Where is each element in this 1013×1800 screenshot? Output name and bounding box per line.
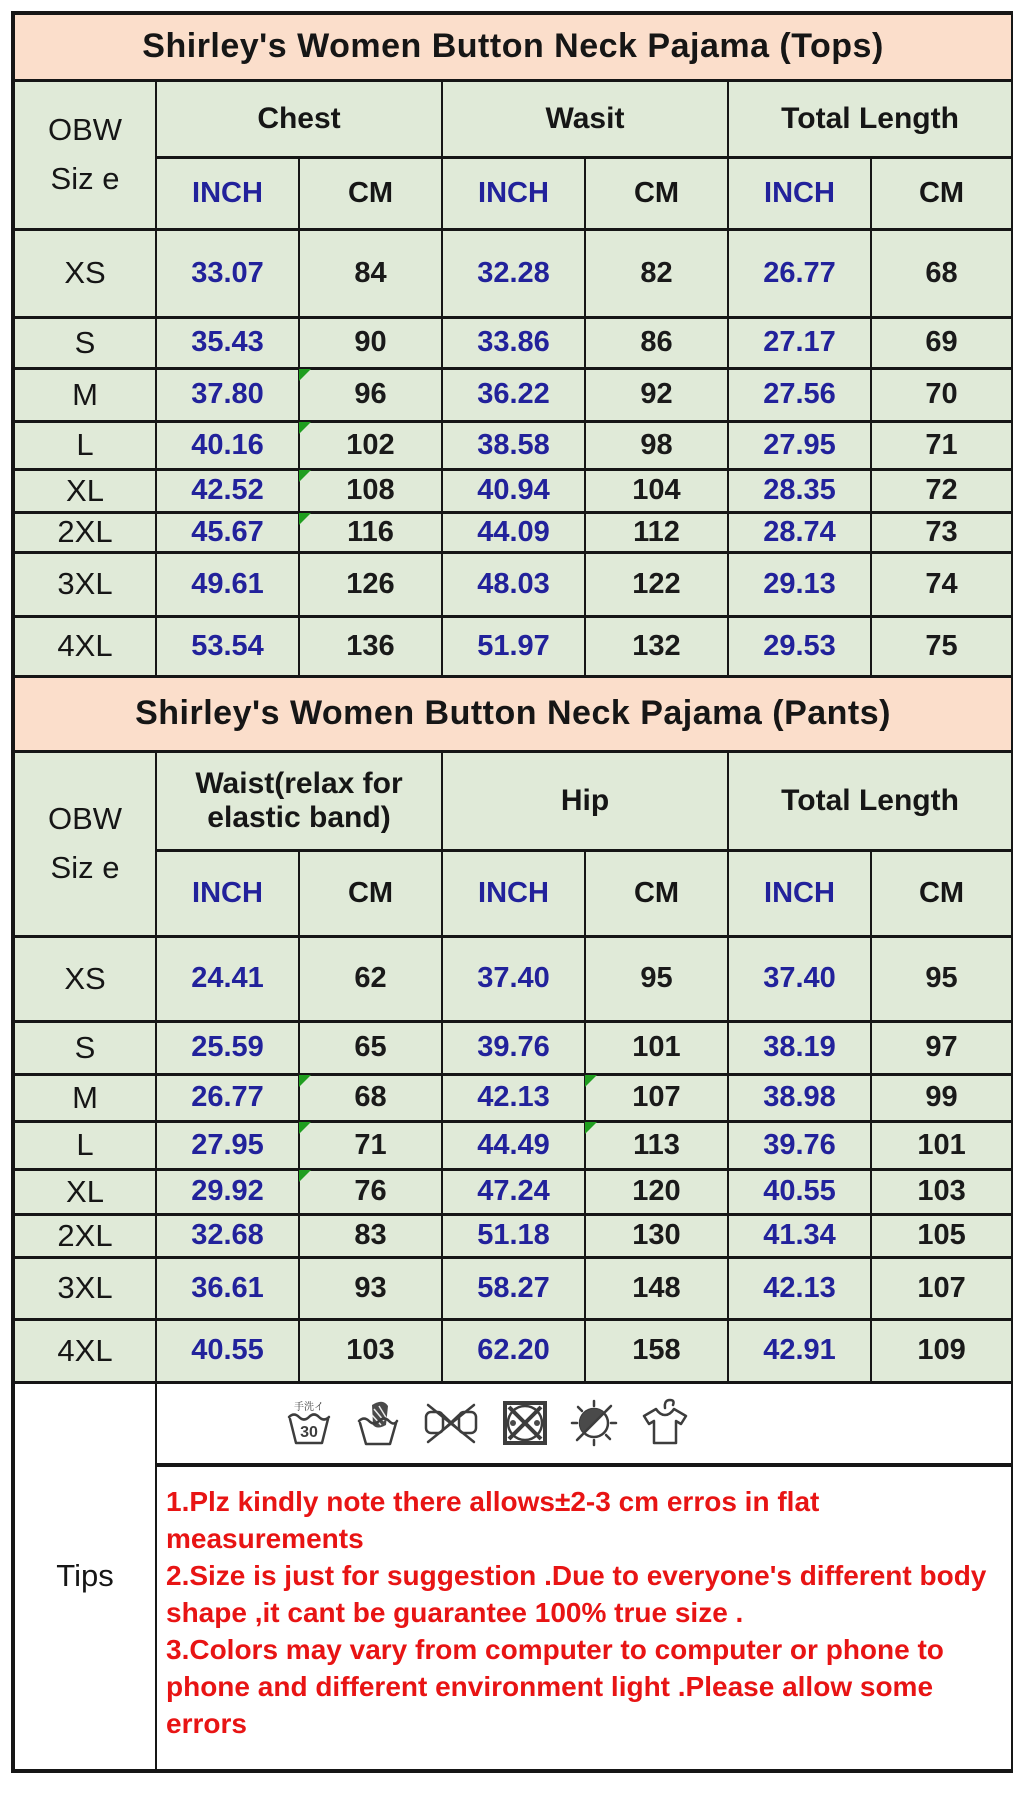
measurement-cell: 29.13	[728, 552, 871, 616]
measurement-cell: 36.22	[442, 368, 585, 421]
measurement-cell: 40.55	[728, 1169, 871, 1214]
unit-header-cm: CM	[585, 157, 728, 229]
tips-text-row	[13, 1465, 1013, 1771]
measurement-cell: 42.52	[156, 469, 299, 512]
measurement-cell: 27.95	[156, 1121, 299, 1169]
measurement-cell: 69	[871, 317, 1013, 368]
measurement-cell: 47.24	[442, 1169, 585, 1214]
measurement-cell: 35.43	[156, 317, 299, 368]
size-label: 2XL	[13, 512, 156, 552]
measurement-cell: 39.76	[442, 1021, 585, 1074]
measurement-cell: 32.68	[156, 1214, 299, 1257]
table-row	[13, 317, 1013, 368]
measurement-cell: 36.61	[156, 1257, 299, 1319]
measurement-cell: 24.41	[156, 936, 299, 1021]
table-row	[13, 1319, 1013, 1382]
care-icons-row	[13, 1382, 1013, 1465]
measurement-cell: 73	[871, 512, 1013, 552]
svg-text:手洗イ: 手洗イ	[294, 1402, 324, 1414]
measurement-cell: 107	[871, 1257, 1013, 1319]
pants-size-corner-header	[13, 751, 156, 936]
measurement-cell: 109	[871, 1319, 1013, 1382]
corner-label-line2: Siz e	[50, 849, 120, 885]
corner-label-line1: OBW	[47, 801, 123, 837]
measurement-cell: 105	[871, 1214, 1013, 1257]
do-not-wring-icon	[420, 1397, 482, 1449]
cell-corner-mark	[299, 1075, 311, 1087]
size-label: S	[13, 1021, 156, 1074]
measurement-cell: 42.13	[728, 1257, 871, 1319]
measurement-cell: 99	[871, 1074, 1013, 1121]
pants-header-hip: Hip	[442, 751, 728, 850]
measurement-cell: 86	[585, 317, 728, 368]
size-label: 3XL	[13, 1257, 156, 1319]
corner-label-line1: OBW	[47, 112, 123, 148]
measurement-cell: 107	[585, 1074, 728, 1121]
measurement-cell: 28.35	[728, 469, 871, 512]
size-label: 4XL	[13, 1319, 156, 1382]
table-row	[13, 936, 1013, 1021]
measurement-cell: 45.67	[156, 512, 299, 552]
measurement-cell: 38.19	[728, 1021, 871, 1074]
measurement-cell: 112	[585, 512, 728, 552]
unit-header-inch: INCH	[442, 157, 585, 229]
measurement-cell: 108	[299, 469, 442, 512]
tops-title-row	[13, 13, 1013, 80]
measurement-cell: 92	[585, 368, 728, 421]
measurement-cell: 120	[585, 1169, 728, 1214]
measurement-cell: 40.94	[442, 469, 585, 512]
cell-corner-mark	[585, 1075, 597, 1087]
tops-unit-header-row	[13, 157, 1013, 229]
measurement-cell: 130	[585, 1214, 728, 1257]
cell-corner-mark	[299, 1122, 311, 1134]
measurement-cell: 113	[585, 1121, 728, 1169]
cell-corner-mark	[299, 470, 311, 482]
table-row	[13, 616, 1013, 676]
table-row	[13, 1021, 1013, 1074]
tops-size-corner-header	[13, 80, 156, 229]
measurement-cell: 27.17	[728, 317, 871, 368]
unit-header-inch: INCH	[728, 850, 871, 936]
measurement-cell: 44.49	[442, 1121, 585, 1169]
pants-group-header-row	[13, 751, 1013, 850]
size-label: XS	[13, 936, 156, 1021]
measurement-cell: 70	[871, 368, 1013, 421]
pants-unit-header-row	[13, 850, 1013, 936]
tip-line-1: 1.Plz kindly note there allows±2-3 cm erros in flat measurements	[166, 1486, 820, 1554]
table-row	[13, 1074, 1013, 1121]
care-icons-strip	[157, 1397, 1011, 1449]
measurement-cell: 122	[585, 552, 728, 616]
table-row	[13, 368, 1013, 421]
unit-header-inch: INCH	[728, 157, 871, 229]
measurement-cell: 101	[871, 1121, 1013, 1169]
cell-corner-mark	[299, 369, 311, 381]
measurement-cell: 101	[585, 1021, 728, 1074]
table-row	[13, 1214, 1013, 1257]
measurement-cell: 42.13	[442, 1074, 585, 1121]
measurement-cell: 83	[299, 1214, 442, 1257]
measurement-cell: 136	[299, 616, 442, 676]
measurement-cell: 32.28	[442, 229, 585, 317]
table-row	[13, 1257, 1013, 1319]
measurement-cell: 95	[871, 936, 1013, 1021]
measurement-cell: 126	[299, 552, 442, 616]
size-label: 3XL	[13, 552, 156, 616]
measurement-cell: 49.61	[156, 552, 299, 616]
measurement-cell: 26.77	[156, 1074, 299, 1121]
measurement-cell: 28.74	[728, 512, 871, 552]
tip-line-3: 3.Colors may vary from computer to computer or phone to phone and different environment light .Please allow some errors	[166, 1634, 944, 1739]
measurement-cell: 148	[585, 1257, 728, 1319]
measurement-cell: 33.86	[442, 317, 585, 368]
size-label: XL	[13, 469, 156, 512]
hang-to-dry-icon	[637, 1397, 693, 1449]
size-label: L	[13, 421, 156, 469]
care-icons-cell	[156, 1382, 1013, 1465]
unit-header-inch: INCH	[156, 157, 299, 229]
unit-header-cm: CM	[299, 850, 442, 936]
measurement-cell: 51.97	[442, 616, 585, 676]
do-not-sun-dry-icon	[568, 1397, 620, 1449]
measurement-cell: 29.53	[728, 616, 871, 676]
hand-wash-icon	[353, 1397, 403, 1449]
measurement-cell: 37.40	[442, 936, 585, 1021]
size-label: L	[13, 1121, 156, 1169]
measurement-cell: 33.07	[156, 229, 299, 317]
table-row	[13, 229, 1013, 317]
unit-header-cm: CM	[871, 850, 1013, 936]
measurement-cell: 26.77	[728, 229, 871, 317]
unit-header-inch: INCH	[156, 850, 299, 936]
tops-header-total-length: Total Length	[728, 80, 1013, 157]
size-chart-table	[11, 11, 1013, 1773]
table-row	[13, 552, 1013, 616]
measurement-cell: 40.55	[156, 1319, 299, 1382]
size-label: M	[13, 1074, 156, 1121]
measurement-cell: 38.58	[442, 421, 585, 469]
table-row	[13, 512, 1013, 552]
measurement-cell: 102	[299, 421, 442, 469]
measurement-cell: 76	[299, 1169, 442, 1214]
measurement-cell: 37.40	[728, 936, 871, 1021]
pants-header-total-length: Total Length	[728, 751, 1013, 850]
measurement-cell: 25.59	[156, 1021, 299, 1074]
measurement-cell: 97	[871, 1021, 1013, 1074]
measurement-cell: 84	[299, 229, 442, 317]
pants-title: Shirley's Women Button Neck Pajama (Pants)	[13, 676, 1013, 751]
measurement-cell: 40.16	[156, 421, 299, 469]
measurement-cell: 72	[871, 469, 1013, 512]
measurement-cell: 95	[585, 936, 728, 1021]
measurement-cell: 103	[871, 1169, 1013, 1214]
measurement-cell: 132	[585, 616, 728, 676]
measurement-cell: 62	[299, 936, 442, 1021]
measurement-cell: 68	[299, 1074, 442, 1121]
hand-wash-30-icon	[282, 1397, 336, 1449]
measurement-cell: 42.91	[728, 1319, 871, 1382]
size-label: XS	[13, 229, 156, 317]
table-row	[13, 469, 1013, 512]
unit-header-cm: CM	[871, 157, 1013, 229]
tops-header-waist: Wasit	[442, 80, 728, 157]
measurement-cell: 74	[871, 552, 1013, 616]
measurement-cell: 116	[299, 512, 442, 552]
unit-header-cm: CM	[585, 850, 728, 936]
pants-title-row	[13, 676, 1013, 751]
measurement-cell: 71	[299, 1121, 442, 1169]
cell-corner-mark	[585, 1122, 597, 1134]
measurement-cell: 96	[299, 368, 442, 421]
tips-text-cell	[156, 1465, 1013, 1771]
measurement-cell: 37.80	[156, 368, 299, 421]
table-row	[13, 421, 1013, 469]
cell-corner-mark	[299, 513, 311, 525]
measurement-cell: 93	[299, 1257, 442, 1319]
measurement-cell: 38.98	[728, 1074, 871, 1121]
size-label: 4XL	[13, 616, 156, 676]
tip-line-2: 2.Size is just for suggestion .Due to everyone's different body shape ,it cant be guarantee 100% true size .	[166, 1560, 987, 1628]
size-label: M	[13, 368, 156, 421]
measurement-cell: 103	[299, 1319, 442, 1382]
cell-corner-mark	[299, 422, 311, 434]
tops-header-chest: Chest	[156, 80, 442, 157]
tops-title: Shirley's Women Button Neck Pajama (Tops)	[13, 13, 1013, 80]
measurement-cell: 158	[585, 1319, 728, 1382]
measurement-cell: 29.92	[156, 1169, 299, 1214]
table-row	[13, 1169, 1013, 1214]
do-not-tumble-dry-icon	[499, 1397, 551, 1449]
measurement-cell: 82	[585, 229, 728, 317]
measurement-cell: 65	[299, 1021, 442, 1074]
measurement-cell: 104	[585, 469, 728, 512]
svg-text:30: 30	[300, 1424, 318, 1442]
measurement-cell: 62.20	[442, 1319, 585, 1382]
measurement-cell: 68	[871, 229, 1013, 317]
corner-label-line2: Siz e	[50, 160, 120, 196]
measurement-cell: 51.18	[442, 1214, 585, 1257]
measurement-cell: 90	[299, 317, 442, 368]
measurement-cell: 39.76	[728, 1121, 871, 1169]
measurement-cell: 53.54	[156, 616, 299, 676]
pants-header-waist: Waist(relax for elastic band)	[156, 751, 442, 850]
tops-group-header-row	[13, 80, 1013, 157]
size-label: 2XL	[13, 1214, 156, 1257]
measurement-cell: 27.56	[728, 368, 871, 421]
measurement-cell: 48.03	[442, 552, 585, 616]
cell-corner-mark	[299, 1170, 311, 1182]
tips-label: Tips	[13, 1382, 156, 1771]
unit-header-inch: INCH	[442, 850, 585, 936]
size-label: XL	[13, 1169, 156, 1214]
measurement-cell: 58.27	[442, 1257, 585, 1319]
measurement-cell: 41.34	[728, 1214, 871, 1257]
measurement-cell: 27.95	[728, 421, 871, 469]
measurement-cell: 98	[585, 421, 728, 469]
table-row	[13, 1121, 1013, 1169]
unit-header-cm: CM	[299, 157, 442, 229]
measurement-cell: 75	[871, 616, 1013, 676]
measurement-cell: 44.09	[442, 512, 585, 552]
size-label: S	[13, 317, 156, 368]
measurement-cell: 71	[871, 421, 1013, 469]
